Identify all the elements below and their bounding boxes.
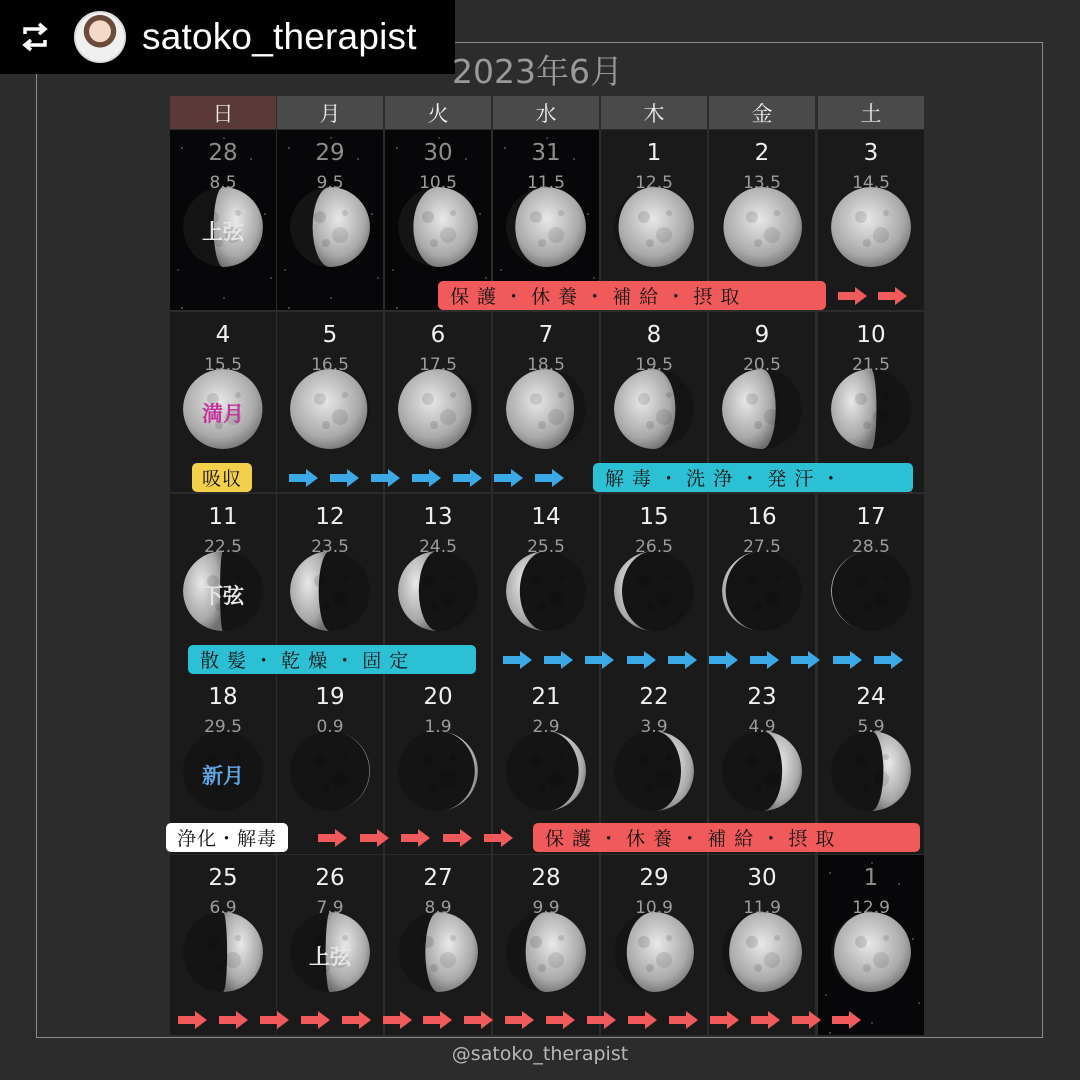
arrow-right-icon: [494, 469, 523, 487]
moon-icon: [398, 369, 478, 449]
moon-age: 11.9: [743, 898, 781, 918]
moon-age: 8.9: [424, 898, 452, 918]
moon-age: 22.5: [204, 537, 242, 557]
moon-icon: [183, 912, 263, 992]
moon-icon: [831, 912, 911, 992]
day-number: 30: [747, 865, 777, 891]
arrow-right-icon: [791, 651, 820, 669]
day-cell[interactable]: [493, 855, 599, 1035]
moon-icon: [722, 551, 802, 631]
moon-phase-image: [506, 912, 586, 992]
moon-age: 19.5: [635, 355, 673, 375]
moon-age: 27.5: [743, 537, 781, 557]
moon-age: 10.5: [419, 173, 457, 193]
moon-phase-image: [614, 551, 694, 631]
moon-age: 11.5: [527, 173, 565, 193]
weekday-header: 月: [277, 96, 383, 129]
moon-phase-image: [398, 551, 478, 631]
moon-icon: [722, 369, 802, 449]
arrow-right-icon: [371, 469, 400, 487]
moon-phase-image: [722, 551, 802, 631]
day-cell[interactable]: [170, 130, 276, 310]
arrow-right-icon: [628, 1011, 657, 1029]
day-number: 28: [531, 865, 561, 891]
day-number: 1: [646, 140, 662, 166]
day-number: 12: [315, 504, 345, 530]
moon-age: 5.9: [857, 717, 885, 737]
arrow-right-icon: [832, 1011, 861, 1029]
moon-phase-image: [831, 187, 911, 267]
day-number: 1: [863, 865, 879, 891]
arrow-right-icon: [878, 287, 907, 305]
moon-phase-image: [831, 912, 911, 992]
phase-label: 満月: [202, 402, 244, 426]
day-number: 29: [639, 865, 669, 891]
moon-phase-image: [831, 731, 911, 811]
moon-phase-image: [722, 912, 802, 992]
arrow-right-icon: [535, 469, 564, 487]
moon-age: 0.9: [316, 717, 344, 737]
day-cell[interactable]: [709, 855, 815, 1035]
day-cell[interactable]: [601, 494, 707, 674]
weekday-header: 日: [170, 96, 276, 129]
phase-label: 新月: [202, 764, 244, 788]
day-cell[interactable]: [385, 674, 491, 854]
repost-icon: [18, 20, 52, 54]
moon-icon: [290, 369, 370, 449]
phase-label: 上弦: [309, 945, 351, 969]
moon-age: 2.9: [532, 717, 560, 737]
moon-icon: [831, 551, 911, 631]
repost-handle[interactable]: satoko_therapist: [142, 16, 417, 57]
day-number: 28: [208, 140, 238, 166]
moon-age: 10.9: [635, 898, 673, 918]
day-cell[interactable]: [277, 674, 383, 854]
moon-age: 25.5: [527, 537, 565, 557]
moon-age: 3.9: [640, 717, 668, 737]
moon-icon: [614, 187, 694, 267]
arrow-right-icon: [383, 1011, 412, 1029]
day-number: 11: [208, 504, 238, 530]
moon-icon: [506, 187, 586, 267]
day-cell[interactable]: [385, 855, 491, 1035]
day-number: 18: [208, 684, 238, 710]
moon-age: 15.5: [204, 355, 242, 375]
arrow-right-icon: [219, 1011, 248, 1029]
day-cell[interactable]: [818, 855, 924, 1035]
moon-icon: [398, 551, 478, 631]
day-number: 21: [531, 684, 561, 710]
day-number: 7: [538, 322, 554, 348]
moon-icon: [722, 731, 802, 811]
arrow-right-icon: [301, 1011, 330, 1029]
repost-banner[interactable]: [0, 0, 455, 74]
avatar[interactable]: [74, 11, 126, 63]
day-number: 15: [639, 504, 669, 530]
moon-age: 1.9: [424, 717, 452, 737]
weekday-header: 水: [493, 96, 599, 129]
moon-phase-image: [290, 731, 370, 811]
moon-icon: [614, 912, 694, 992]
moon-age: 9.9: [532, 898, 560, 918]
moon-icon: [290, 731, 370, 811]
moon-phase-image: [183, 912, 263, 992]
moon-age: 21.5: [852, 355, 890, 375]
moon-icon: [290, 551, 370, 631]
moon-age: 9.5: [316, 173, 344, 193]
moon-phase-image: [506, 369, 586, 449]
moon-phase-image: [722, 369, 802, 449]
moon-phase-image: [831, 551, 911, 631]
moon-phase-image: [506, 187, 586, 267]
arrow-right-icon: [330, 469, 359, 487]
arrow-right-icon: [443, 829, 472, 847]
moon-phase-image: [398, 731, 478, 811]
moon-age: 12.5: [635, 173, 673, 193]
moon-age: 18.5: [527, 355, 565, 375]
day-number: 19: [315, 684, 345, 710]
effect-label: 散 髪 ・ 乾 燥 ・ 固 定: [188, 645, 476, 674]
day-cell[interactable]: [277, 312, 383, 492]
day-number: 22: [639, 684, 669, 710]
day-number: 20: [423, 684, 453, 710]
moon-age: 26.5: [635, 537, 673, 557]
effect-label-short: 吸収: [192, 463, 252, 492]
moon-icon: [722, 912, 802, 992]
arrow-right-icon: [412, 469, 441, 487]
moon-icon: [614, 731, 694, 811]
moon-age: 28.5: [852, 537, 890, 557]
day-number: 9: [754, 322, 770, 348]
arrow-right-icon: [838, 287, 867, 305]
arrow-right-icon: [464, 1011, 493, 1029]
arrow-right-icon: [423, 1011, 452, 1029]
day-cell[interactable]: [277, 130, 383, 310]
moon-age: 23.5: [311, 537, 349, 557]
moon-age: 14.5: [852, 173, 890, 193]
weekday-header: 木: [601, 96, 707, 129]
phase-label: 上弦: [202, 220, 244, 244]
moon-age: 24.5: [419, 537, 457, 557]
moon-icon: [506, 731, 586, 811]
moon-age: 16.5: [311, 355, 349, 375]
moon-age: 20.5: [743, 355, 781, 375]
arrow-right-icon: [585, 651, 614, 669]
moon-icon: [831, 187, 911, 267]
moon-icon: [831, 731, 911, 811]
day-number: 29: [315, 140, 345, 166]
effect-label-short: 浄化・解毒: [166, 823, 288, 852]
effect-label: 保 護 ・ 休 養 ・ 補 給 ・ 摂 取: [533, 823, 920, 852]
arrow-right-icon: [669, 1011, 698, 1029]
weekday-header: 金: [709, 96, 815, 129]
day-cell[interactable]: [709, 494, 815, 674]
arrow-right-icon: [544, 651, 573, 669]
day-number: 23: [747, 684, 777, 710]
moon-phase-image: [722, 731, 802, 811]
arrow-right-icon: [453, 469, 482, 487]
moon-phase-image: [614, 731, 694, 811]
moon-icon: [506, 369, 586, 449]
arrow-right-icon: [709, 651, 738, 669]
arrow-right-icon: [751, 1011, 780, 1029]
day-number: 30: [423, 140, 453, 166]
day-cell[interactable]: [493, 312, 599, 492]
arrow-right-icon: [342, 1011, 371, 1029]
day-cell[interactable]: [170, 855, 276, 1035]
day-number: 2: [754, 140, 770, 166]
day-number: 8: [646, 322, 662, 348]
phase-label: 下弦: [202, 584, 244, 608]
moon-phase-image: [614, 912, 694, 992]
arrow-right-icon: [587, 1011, 616, 1029]
moon-icon: [506, 551, 586, 631]
moon-age: 12.9: [852, 898, 890, 918]
day-cell[interactable]: [277, 855, 383, 1035]
day-number: 27: [423, 865, 453, 891]
moon-phase-image: [614, 369, 694, 449]
arrow-right-icon: [289, 469, 318, 487]
arrow-right-icon: [833, 651, 862, 669]
moon-phase-image: [614, 187, 694, 267]
arrow-right-icon: [874, 651, 903, 669]
arrow-right-icon: [750, 651, 779, 669]
day-cell[interactable]: [601, 855, 707, 1035]
day-cell[interactable]: [818, 494, 924, 674]
moon-age: 6.9: [209, 898, 237, 918]
day-number: 14: [531, 504, 561, 530]
day-number: 24: [856, 684, 886, 710]
arrow-right-icon: [503, 651, 532, 669]
day-number: 26: [315, 865, 345, 891]
weekday-header: 土: [818, 96, 924, 129]
day-cell[interactable]: [818, 130, 924, 310]
effect-label: 保 護 ・ 休 養 ・ 補 給 ・ 摂 取: [438, 281, 826, 310]
arrow-right-icon: [318, 829, 347, 847]
moon-age: 17.5: [419, 355, 457, 375]
arrow-right-icon: [178, 1011, 207, 1029]
day-number: 10: [856, 322, 886, 348]
moon-icon: [290, 187, 370, 267]
moon-phase-image: [722, 187, 802, 267]
day-number: 3: [863, 140, 879, 166]
effect-label: 解 毒 ・ 洗 浄 ・ 発 汗 ・: [593, 463, 913, 492]
weekday-header: 火: [385, 96, 491, 129]
moon-icon: [398, 731, 478, 811]
moon-phase-image: [398, 369, 478, 449]
moon-age: 13.5: [743, 173, 781, 193]
moon-icon: [614, 551, 694, 631]
day-number: 5: [322, 322, 338, 348]
arrow-right-icon: [360, 829, 389, 847]
moon-icon: [831, 369, 911, 449]
calendar-title: 2023年6月: [452, 52, 623, 91]
day-cell[interactable]: [493, 494, 599, 674]
moon-age: 7.9: [316, 898, 344, 918]
day-number: 17: [856, 504, 886, 530]
arrow-right-icon: [484, 829, 513, 847]
day-number: 25: [208, 865, 238, 891]
day-number: 16: [747, 504, 777, 530]
arrow-right-icon: [710, 1011, 739, 1029]
moon-phase-image: [398, 912, 478, 992]
moon-phase-image: [506, 731, 586, 811]
arrow-right-icon: [260, 1011, 289, 1029]
day-number: 31: [531, 140, 561, 166]
arrow-right-icon: [668, 651, 697, 669]
moon-age: 29.5: [204, 717, 242, 737]
moon-icon: [506, 912, 586, 992]
moon-phase-image: [290, 551, 370, 631]
moon-icon: [398, 912, 478, 992]
day-cell[interactable]: [385, 312, 491, 492]
moon-age: 4.9: [748, 717, 776, 737]
arrow-right-icon: [627, 651, 656, 669]
moon-phase-image: [290, 187, 370, 267]
arrow-right-icon: [546, 1011, 575, 1029]
arrow-right-icon: [792, 1011, 821, 1029]
moon-icon: [398, 187, 478, 267]
moon-age: 8.5: [209, 173, 237, 193]
moon-phase-image: [290, 369, 370, 449]
arrow-right-icon: [401, 829, 430, 847]
arrow-right-icon: [505, 1011, 534, 1029]
moon-phase-image: [831, 369, 911, 449]
day-number: 13: [423, 504, 453, 530]
day-number: 4: [215, 322, 231, 348]
moon-icon: [614, 369, 694, 449]
moon-icon: [722, 187, 802, 267]
moon-phase-image: [398, 187, 478, 267]
moon-phase-image: [506, 551, 586, 631]
footer-credit: @satoko_therapist: [451, 1043, 629, 1065]
day-number: 6: [430, 322, 446, 348]
